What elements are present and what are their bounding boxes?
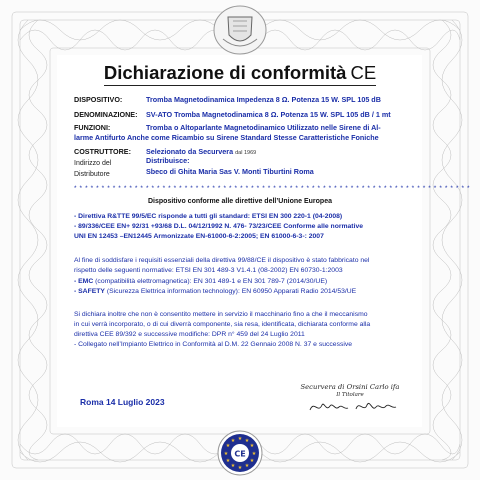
safety-label: - SAFETY — [74, 288, 105, 295]
distributore-label-line2: Distributore — [74, 171, 110, 178]
seal-ce-label: CE — [234, 449, 246, 459]
title-underline — [104, 85, 376, 86]
field-denominazione — [74, 110, 138, 120]
svg-text:★: ★ — [237, 465, 243, 471]
costruttore-since: dal 1969 — [235, 150, 257, 156]
issue-date: Roma 14 Luglio 2023 — [80, 397, 165, 407]
star-divider: * * * * * * * * * * * * * * * * * * * * * * * * * * * * * * * * * * * * * * * * * * * * * * * * * * * * * * * * * * * * * * * * * * * * * * * * — [74, 185, 471, 192]
directive-line-3: UNI EN 12453 –EN12445 Armonizzate EN-61000-6-2:2005; EN 61000-6-3-: 2007 — [74, 233, 324, 240]
declaration-line-4: - Collegato nell’Impianto Elettrico in Conformità al D.M. 22 Gennaio 2008 N. 37 e successive — [74, 341, 353, 348]
svg-text:★: ★ — [244, 463, 250, 469]
field-label: DENOMINAZIONE: — [74, 110, 138, 119]
field-funzioni-value-line1: Tromba o Altoparlante Magnetodinamico Utilizzato nelle Sirene di Al- — [146, 123, 381, 132]
field-funzioni — [74, 123, 110, 133]
distributore-value-line2: Sbeco di Ghita Maria Sas V. Monti Tiburtini Roma — [146, 167, 314, 176]
svg-text:★: ★ — [249, 458, 255, 464]
requirements-emc — [74, 277, 410, 286]
distributore-label-line1: Indirizzo del — [74, 160, 112, 167]
svg-text:★: ★ — [244, 438, 250, 444]
safety-text: (Sicurezza Elettrica information technology): EN 60950 Apparati Radio 2014/53/UE — [104, 288, 357, 295]
directive-line-1: - Direttiva R&TTE 99/5/EC risponde a tutti gli standard: ETSI EN 300 220-1 (04-2008) — [74, 213, 343, 220]
svg-text:★: ★ — [237, 436, 243, 442]
svg-text:★: ★ — [225, 443, 231, 449]
title-ce-mark: CE — [350, 62, 377, 83]
declaration-line-1: Si dichiara inoltre che non è consentito mettere in servizio il macchinario fino a che il meccanismo — [74, 311, 368, 318]
requirements-line-2: rispetto delle seguenti normative: ETSI EN 301 489-3 V1.4.1 (08-2002) EN 60730-1:2003 — [74, 267, 343, 274]
directive-line-2: - 89/336/CEE EN+ 92/31 +93/68 D.L. 04/12/1992 N. 476- 73/23/CEE Conforme alle normative — [74, 223, 364, 230]
svg-text:★: ★ — [225, 458, 231, 464]
requirements-safety — [74, 287, 410, 296]
title-text: Dichiarazione di conformità — [103, 62, 347, 83]
svg-text:★: ★ — [230, 463, 236, 469]
signer-role: Il Titolare — [336, 392, 364, 398]
document-title — [0, 62, 480, 84]
field-dispositivo — [74, 95, 122, 105]
costruttore-name: Selezionato da Securvera — [146, 147, 234, 156]
declaration-line-2: in cui verrà incorporato, o di cui diverrà componente, sia resa, identificata, dichiarata conforme alla — [74, 321, 371, 328]
emc-label: - EMC — [74, 278, 94, 285]
requirements-line-1: Al fine di soddisfare i requisiti essenziali della direttiva 99/88/CE il dispositivo è stato fabbricato nel — [74, 257, 370, 264]
signer-company: Securvera di Orsini Carlo ifa — [300, 383, 400, 391]
svg-text:★: ★ — [223, 451, 229, 457]
emc-text: (compatibilità elettromagnetica): EN 301 489-1 e EN 301 789-7 (2014/30/UE) — [93, 278, 328, 285]
ce-seal-icon — [217, 430, 263, 476]
field-label: FUNZIONI: — [74, 123, 111, 132]
declaration-line-3: direttiva CEE 89/392 e successive modifiche: DPR n° 459 del 24 Luglio 2011 — [74, 331, 305, 338]
handwritten-signature — [304, 396, 400, 416]
svg-text:★: ★ — [230, 438, 236, 444]
svg-text:★: ★ — [251, 451, 257, 457]
field-dispositivo-value: Tromba Magnetodinamica Impedenza 8 Ω. Potenza 15 W. SPL 105 dB — [146, 95, 381, 104]
field-label: DISPOSITIVO: — [74, 95, 123, 104]
distributore-value-line1: Distribuisce: — [146, 156, 190, 165]
svg-text:★: ★ — [249, 443, 255, 449]
conformity-header: Dispositivo conforme alle direttive dell’Unione Europea — [148, 198, 332, 205]
costruttore-label: COSTRUTTORE: — [74, 147, 131, 156]
field-denominazione-value: SV-ATO Tromba Magnetodinamica 8 Ω. Potenza 15 W. SPL 105 dB / 1 mt — [146, 110, 391, 119]
coat-of-arms-emblem — [211, 3, 269, 57]
field-funzioni-value-line2: larme Antifurto Anche come Ricambio su Sirene Standard Stesse Caratteristiche Foniche — [74, 133, 379, 142]
